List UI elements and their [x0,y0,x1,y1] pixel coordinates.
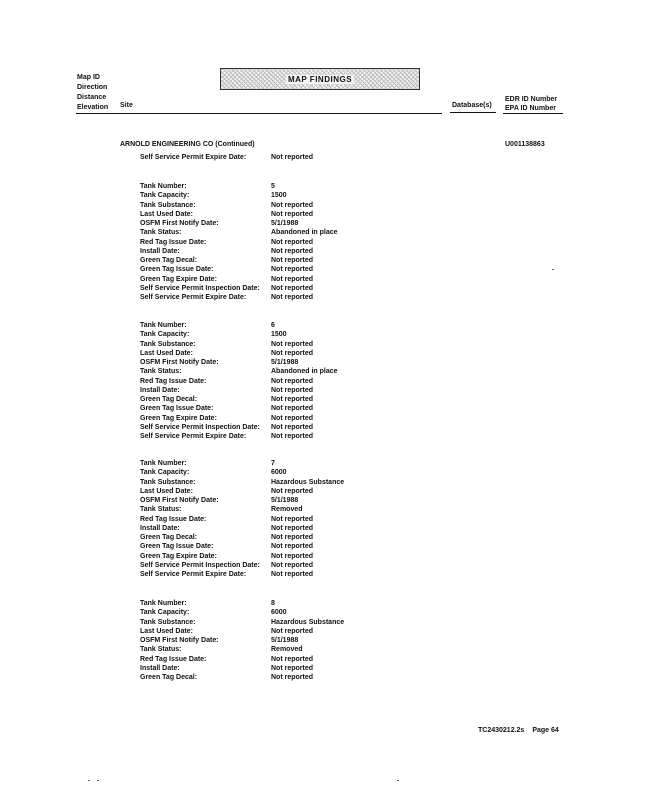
field-label: Green Tag Decal: [140,257,198,264]
field-label: Self Service Permit Inspection Date: [140,284,260,292]
field-value: Not reported [271,524,313,532]
field-label: Green Tag Decal: [140,534,198,541]
field-label: Red Tag Issue Date: [140,377,207,385]
header-left-labels [77,73,108,113]
page-footer [478,727,559,734]
scan-speck [97,780,99,781]
field-value: 6000 [271,469,287,477]
field-label: Self Service Permit Inspection Date: [140,561,260,569]
field-label: OSFM First Notify Date: [140,497,219,504]
field-value: 1500 [271,192,287,200]
map-findings-banner [220,68,420,90]
field-label: Last Used Date: [140,487,193,495]
field-value: Not reported [271,405,313,413]
field-value: Not reported [271,515,313,523]
field-label: Install Date: [140,386,180,394]
field-value: Not reported [271,487,313,495]
edr-id-label: EDR ID Number [505,96,558,103]
field-label: Install Date: [140,664,180,672]
doc-id: TC2430212.2s [478,727,525,734]
header-rule [76,113,442,114]
site-label: Site [120,102,133,109]
field-label: OSFM First Notify Date: [140,220,219,227]
field-value: Not reported [271,247,313,255]
field-value: Abandoned in place [271,368,338,376]
field-label: Tank Number: [140,460,187,467]
field-value: Abandoned in place [271,229,338,237]
database-label: Database(s) [452,102,492,109]
field-label: Self Service Permit Expire Date: [140,154,247,161]
field-label: Tank Capacity: [140,609,190,617]
field-value: 5/1/1988 [271,359,299,366]
scan-speck [552,269,554,270]
field-value: Not reported [271,433,313,440]
direction-label: Direction [77,84,108,91]
field-value: Not reported [271,423,313,431]
field-label: Install Date: [140,524,180,532]
field-label: Tank Substance: [140,340,196,348]
field-label: Self Service Permit Inspection Date: [140,423,260,431]
scan-speck [397,780,399,781]
field-label: Tank Substance: [140,478,196,486]
field-label: Self Service Permit Expire Date: [140,294,247,301]
field-value: 7 [271,460,275,467]
field-value: Not reported [271,201,313,209]
field-label: Install Date: [140,247,180,255]
banner-title: MAP FINDINGS [287,74,353,84]
field-value: 5/1/1988 [271,220,299,227]
field-label: Green Tag Issue Date: [140,266,214,274]
field-value: Not reported [271,552,313,560]
field-label: Tank Capacity: [140,192,190,200]
field-value: Removed [271,646,303,654]
distance-label: Distance [77,94,107,101]
field-value: Not reported [271,210,313,218]
field-value: 6000 [271,609,287,617]
site-name: ARNOLD ENGINEERING CO (Continued) [120,141,255,148]
field-label: Tank Number: [140,600,187,607]
field-label: Tank Number: [140,322,187,329]
field-label: Red Tag Issue Date: [140,515,207,523]
site-id: U001138863 [505,141,545,148]
elevation-label: Elevation [77,104,109,111]
field-label: Self Service Permit Expire Date: [140,433,247,440]
field-label: Tank Status: [140,229,182,237]
field-label: Red Tag Issue Date: [140,655,207,663]
field-label: Tank Status: [140,368,182,376]
field-label: Green Tag Decal: [140,396,198,403]
field-value: Not reported [271,257,313,264]
field-value: Not reported [271,561,313,569]
field-label: Tank Status: [140,646,182,654]
field-value: 1500 [271,331,287,339]
page-number: Page 64 [532,727,559,734]
field-label: Green Tag Issue Date: [140,405,214,413]
field-value: Not reported [271,664,313,672]
field-value: 5 [271,183,275,190]
field-label: Last Used Date: [140,627,193,635]
field-label: OSFM First Notify Date: [140,637,219,644]
field-value: Not reported [271,377,313,385]
field-value: Not reported [271,571,313,578]
field-label: Green Tag Decal: [140,674,198,681]
field-value: Not reported [271,655,313,663]
field-value: 8 [271,600,275,607]
map-id-label: Map ID [77,74,100,81]
field-label: Tank Substance: [140,201,196,209]
field-label: Green Tag Expire Date: [140,275,217,283]
field-value: Not reported [271,396,313,403]
epa-id-label: EPA ID Number [505,105,556,112]
field-value: Not reported [271,349,313,357]
field-label: Last Used Date: [140,210,193,218]
field-value: Not reported [271,294,313,301]
field-label: Green Tag Expire Date: [140,552,217,560]
field-label: Tank Capacity: [140,331,190,339]
field-value: Not reported [271,266,313,274]
database-underline [450,112,496,113]
field-value: Not reported [271,543,313,551]
field-label: Self Service Permit Expire Date: [140,571,247,578]
field-label: Last Used Date: [140,349,193,357]
field-label: Tank Number: [140,183,187,190]
field-label: Tank Capacity: [140,469,190,477]
field-value: Not reported [271,238,313,246]
scan-speck [88,780,90,781]
field-value: Not reported [271,154,313,161]
field-label: Tank Substance: [140,618,196,626]
field-value: Not reported [271,674,313,681]
field-label: Green Tag Issue Date: [140,543,214,551]
field-value: Not reported [271,284,313,292]
field-value: 6 [271,322,275,329]
field-value: Not reported [271,627,313,635]
field-label: OSFM First Notify Date: [140,359,219,366]
field-value: 5/1/1988 [271,637,299,644]
field-value: Not reported [271,340,313,348]
field-value: Not reported [271,275,313,283]
field-value: Removed [271,506,303,514]
field-value: Not reported [271,534,313,541]
field-label: Red Tag Issue Date: [140,238,207,246]
field-value: Not reported [271,386,313,394]
field-value: 5/1/1988 [271,497,299,504]
id-underline [503,113,563,114]
id-labels [505,95,557,113]
field-value: Not reported [271,414,313,422]
field-label: Green Tag Expire Date: [140,414,217,422]
field-value: Hazardous Substance [271,478,345,486]
field-value: Hazardous Substance [271,618,345,626]
field-label: Tank Status: [140,506,182,514]
